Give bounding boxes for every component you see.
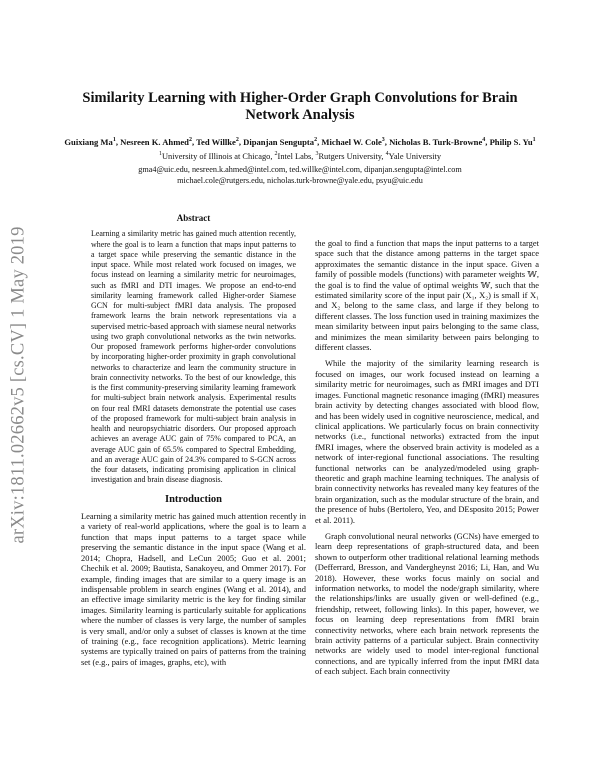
abstract-heading: Abstract (176, 213, 211, 223)
affiliation: $^1$University of Illinois at Chicago, (158, 151, 275, 161)
body-paragraph: Graph convolutional neural networks (GCNs) have emerged to learn deep representations of graph-structured data, and been shown to outperform other traditional relational learning methods (Defferrard, Bresson, and Vandergheynst 2016; Li, Han, and Wu 2018). However, these works focus mainly on social and information networks, to model the node/graph similarity, where the relationships/links are usually given or well-defined (e.g., friendship, retweet, following links). In this paper, however, we focus on learning deep representations from fMRI brain connectivity networks, where each brain network represents the brain activity patterns of a particular subject. Brain connectivity networks are widely used to model inter-regional functional connections, and are typically inferred from the input fMRI data of each subject. Each brain connectivity (315, 530, 539, 677)
author: Ted Willke$^2$ (196, 137, 239, 147)
author: Michael W. Cole$^3$ (321, 137, 385, 147)
email-line: gma4@uic.edu, nesreen.k.ahmed@intel.com, ted.willke@intel.com, dipanjan.sengupta@intel.com (138, 165, 462, 174)
paper-title: Similarity Learning with Higher-Order Graph Convolutions for Brain Network Analysis (82, 90, 518, 123)
right-column (315, 238, 539, 677)
body-paragraph: While the majority of the similarity learning research is focused on images, our work focused instead on learning a similarity metric for neuroimages, such as fMRI images and DTI images. Functional magnetic resonance imaging (fMRI) measures brain activity by detecting changes associated with blood flow, and has been widely used in cognitive neuroscience, medical, and clinical applications. We particularly focus on brain connectivity networks (i.e., functional networks) extracted from the input fMRI images, where the observed brain activity is modeled as a network of inter-regional functional associations. The resulting functional networks can be analyzed/modeled using graph-theoretic and graph machine learning techniques. The analysis of brain connectivity networks has revealed many key features of the brain organization, such as the modular structure of the brain, and the presence of hubs (Bertolero, Yeo, and DEsposito 2015; Power et al. 2011). (315, 358, 539, 525)
author: Dipanjan Sengupta$^2$ (243, 137, 318, 147)
abstract-text: Learning a similarity metric has gained much attention recently, where the goal is to learn a function that maps input patterns to a target space while preserving the semantic distance in the input space. While most related work focused on images, we focus instead on learning a similarity metric for neuroimages, such as fMRI and DTI images. We propose an end-to-end similarity learning framework called Higher-order Siamese GCN for multi-subject fMRI data analysis. The proposed framework learns the brain network representations via a supervised metric-based approach with siamese neural networks using two graph convolutional networks as the twin networks. Our proposed framework performs higher-order convolutions by incorporating higher-order proximity in graph convolutional networks to characterize and learn the community structure in brain connectivity networks. To the best of our knowledge, this is the first community-preserving similarity learning framework for multi-subject brain network analysis. Experimental results on four real fMRI datasets demonstrate the potential use cases of the proposed framework for multi-subject brain analysis in health and neuropsychiatric disorders. Our proposed approach achieves an average AUC gain of 75% compared to PCA, an average AUC gain of 65.5% compared to Spectral Embedding, and an average AUC gain of 24.3% compared to S-GCN across the four datasets, indicating promising application in clinical investigation and brain disease diagnosis. (91, 229, 296, 485)
affiliation: $^2$Intel Labs, (274, 151, 316, 161)
introduction-paragraph: Learning a similarity metric has gained much attention recently in a variety of real-world applications, where the goal is to learn a function that maps input patterns to a target space while preserving the semantic distance in the input space (Wang et al. 2014; Chopra, Hadsell, and LeCun 2005; Guo et al. 2001; Chechik et al. 2009; Bautista, Sanakoyeu, and Ommer 2017). For example, finding images that are similar to a query image is an indispensable problem in search engines (Wang et al. 2014), and an effective image similarity metric is the key for finding similar images. Similarity learning is particularly suitable for applications where the number of classes is very large, the number of samples is very small, and/or only a subset of classes is known at the time of training (e.g., face recognition applications). Metric learning systems are typically trained on pairs of patterns from the training set (e.g., pairs of images, graphs, etc), with (81, 511, 306, 667)
body-paragraph: the goal to find a function that maps the input patterns to a target space such that the distance among patterns in the target space approximates the semantic distance in the input space. Given a family of possible models (functions) with parameter weights 𝕎, the goal is to find the value of optimal weights 𝕎, such that the estimated similarity score of the input pair (X₁, X₂) is small if X₁ and X₂ belong to the same class, and large if they belong to different classes. The loss function used in training maximizes the mean similarity between input pairs belonging to the same class, and minimizes the mean similarity between pairs belonging to different classes. (315, 238, 539, 353)
arxiv-sidebar (2, 205, 36, 565)
email-line: michael.cole@rutgers.edu, nicholas.turk-browne@yale.edu, psyu@uic.edu (177, 176, 423, 185)
left-column (81, 213, 306, 667)
author-list: Guixiang Ma$^1$, Nesreen K. Ahmed$^2$, Ted Willke$^2$, Dipanjan Sengupta$^2$, Michael W. Cole$^3$, Nicholas B. Turk-Browne$^4$, Philip S. Yu$^1$ (64, 137, 536, 147)
affiliation: $^4$Yale University (385, 151, 442, 161)
arxiv-identifier: arXiv:1811.02662v5 [cs.CV] 1 May 2019 (8, 226, 29, 544)
author: Guixiang Ma$^1$ (64, 137, 116, 147)
introduction-heading: Introduction (165, 493, 222, 505)
author: Nicholas B. Turk-Browne$^4$ (389, 137, 486, 147)
author: Nesreen K. Ahmed$^2$ (120, 137, 192, 147)
affiliation: $^3$Rutgers University, (315, 151, 386, 161)
affiliation-list (40, 151, 560, 162)
email-list (40, 164, 560, 186)
author: Philip S. Yu$^1$ (489, 137, 536, 147)
